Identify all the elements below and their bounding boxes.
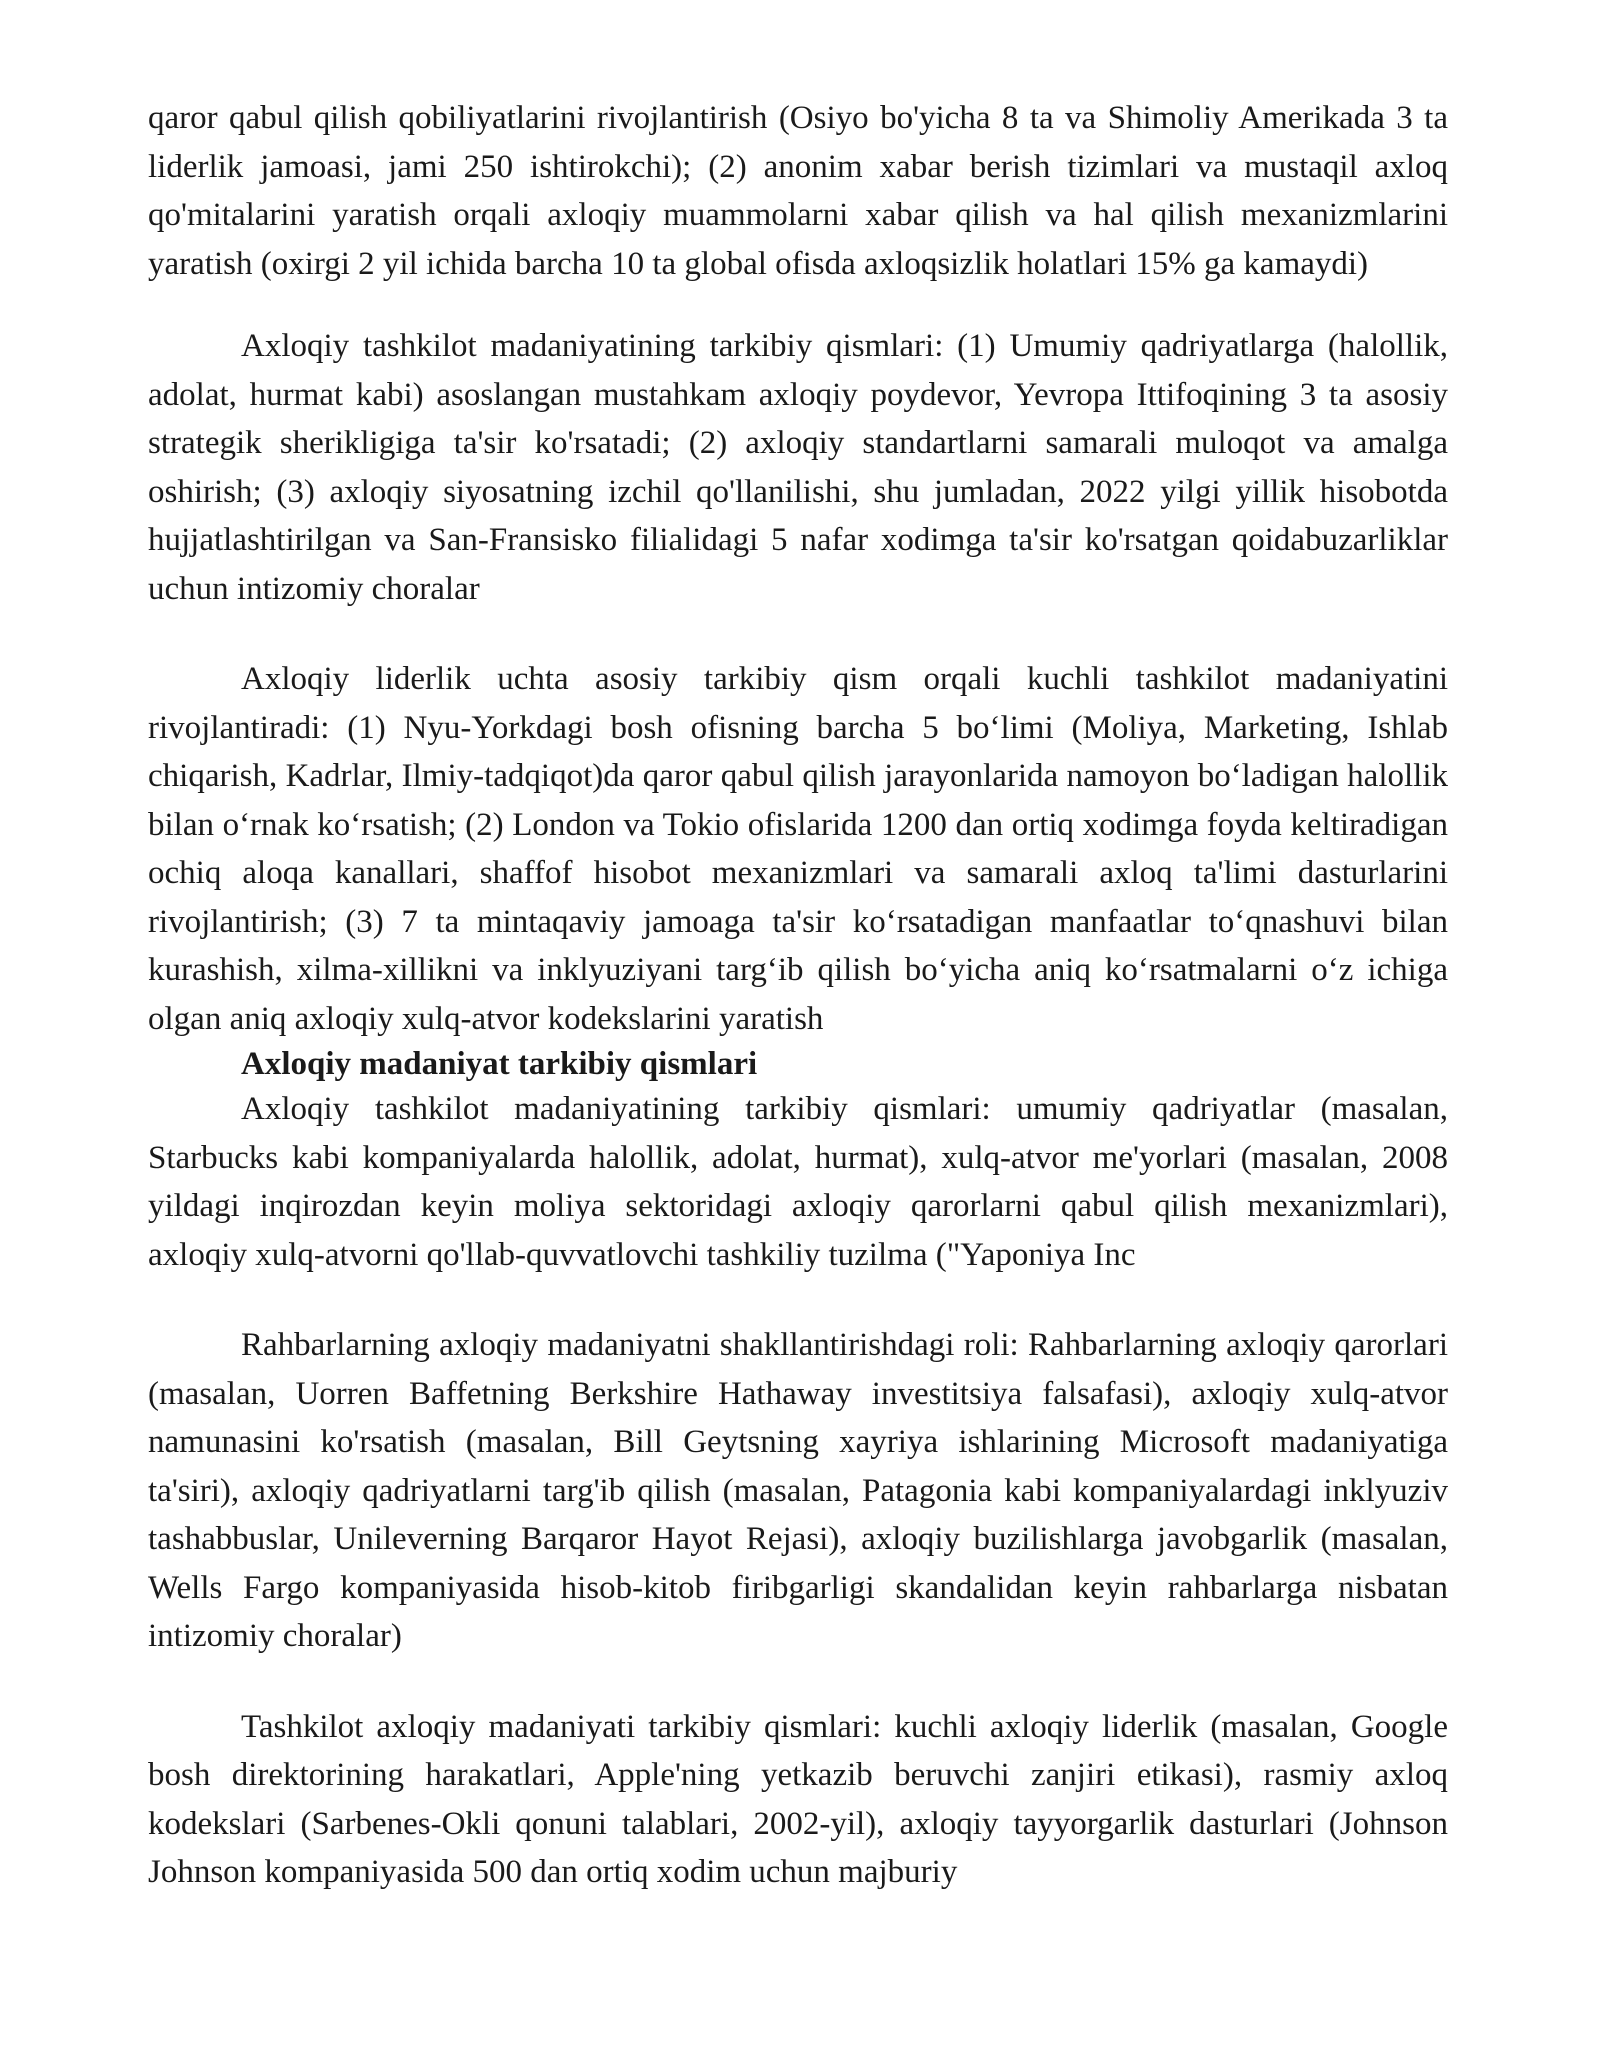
- section-heading: Axloqiy madaniyat tarkibiy qismlari: [241, 1046, 758, 1082]
- paragraph-section-intro: Axloqiy tashkilot madaniyatining tarkibiy qismlari: umumiy qadriyatlar (masalan, Starbucks kabi kompaniyalarda halollik, adolat, hurmat), xulq-atvor me'yorlari (masalan, 2008 yildagi inqirozdan keyin moliya sektoridagi axloqiy qarorlarni qabul qilish mexanizmlari), axloqiy xulq-atvorni qo'llab-quvvatlovchi tashkiliy tuzilma ("Yaponiya Inc: [148, 1091, 1448, 1273]
- paragraph-org-ethics-components: Tashkilot axloqiy madaniyati tarkibiy qismlari: kuchli axloqiy liderlik (masalan, Google bosh direktorining harakatlari, Apple'ning yetkazib beruvchi zanjiri etikasi), rasmiy axloq kodekslari (Sarbenes-Okli qonuni talablari, 2002-yil), axloqiy tayyorgarlik dasturlari (Johnson Johnson kompaniyasida 500 dan ortiq xodim uchun majburiy: [148, 1708, 1448, 1890]
- paragraph-ethical-leadership: Axloqiy liderlik uchta asosiy tarkibiy qism orqali kuchli tashkilot madaniyatini rivojlantiradi: (1) Nyu-Yorkdagi bosh ofisning barcha 5 bo‘limi (Moliya, Marketing, Ishlab chiqarish, Kadrlar, Ilmiy-tadqiqot)da qaror qabul qilish jarayonlarida namoyon bo‘ladigan halollik bilan o‘rnak ko‘rsatish; (2) London va Tokio ofislarida 1200 dan ortiq xodimga foyda keltiradigan ochiq aloqa kanallari, shaffof hisobot mexanizmlari va samarali axloq ta'limi dasturlarini rivojlantirish; (3) 7 ta mintaqaviy jamoaga ta'sir ko‘rsatadigan manfaatlar to‘qnashuvi bilan kurashish, xilma-xillikni va inklyuziyani targ‘ib qilish bo‘yicha aniq ko‘rsatmalarni o‘z ichiga olgan aniq axloqiy xulq-atvor kodekslarini yaratish: [148, 661, 1448, 1037]
- paragraph-continued: qaror qabul qilish qobiliyatlarini rivojlantirish (Osiyo bo'yicha 8 ta va Shimoliy Amerikada 3 ta liderlik jamoasi, jami 250 ishtirokchi); (2) anonim xabar berish tizimlari va mustaqil axloq qo'mitalarini yaratish orqali axloqiy muammolarni xabar qilish va hal qilish mexanizmlarini yaratish (oxirgi 2 yil ichida barcha 10 ta global ofisda axloqsizlik holatlari 15% ga kamaydi): [148, 100, 1448, 282]
- paragraph-culture-components: Axloqiy tashkilot madaniyatining tarkibiy qismlari: (1) Umumiy qadriyatlarga (halollik, adolat, hurmat kabi) asoslangan mustahkam axloqiy poydevor, Yevropa Ittifoqining 3 ta asosiy strategik sherikligiga ta'sir ko'rsatadi; (2) axloqiy standartlarni samarali muloqot va amalga oshirish; (3) axloqiy siyosatning izchil qo'llanilishi, shu jumladan, 2022 yilgi yillik hisobotda hujjatlashtirilgan va San-Fransisko filialidagi 5 nafar xodimga ta'sir ko'rsatgan qoidabuzarliklar uchun intizomiy choralar: [148, 328, 1448, 607]
- paragraph-leaders-role: Rahbarlarning axloqiy madaniyatni shakllantirishdagi roli: Rahbarlarning axloqiy qarorlari (masalan, Uorren Baffetning Berkshire Hathaway investitsiya falsafasi), axloqiy xulq-atvor namunasini ko'rsatish (masalan, Bill Geytsning xayriya ishlarining Microsoft madaniyatiga ta'siri), axloqiy qadriyatlarni targ'ib qilish (masalan, Patagonia kabi kompaniyalardagi inklyuziv tashabbuslar, Unileverning Barqaror Hayot Rejasi), axloqiy buzilishlarga javobgarlik (masalan, Wells Fargo kompaniyasida hisob-kitob firibgarligi skandalidan keyin rahbarlarga nisbatan intizomiy choralar): [148, 1327, 1448, 1654]
- document-body: [148, 94, 1448, 1897]
